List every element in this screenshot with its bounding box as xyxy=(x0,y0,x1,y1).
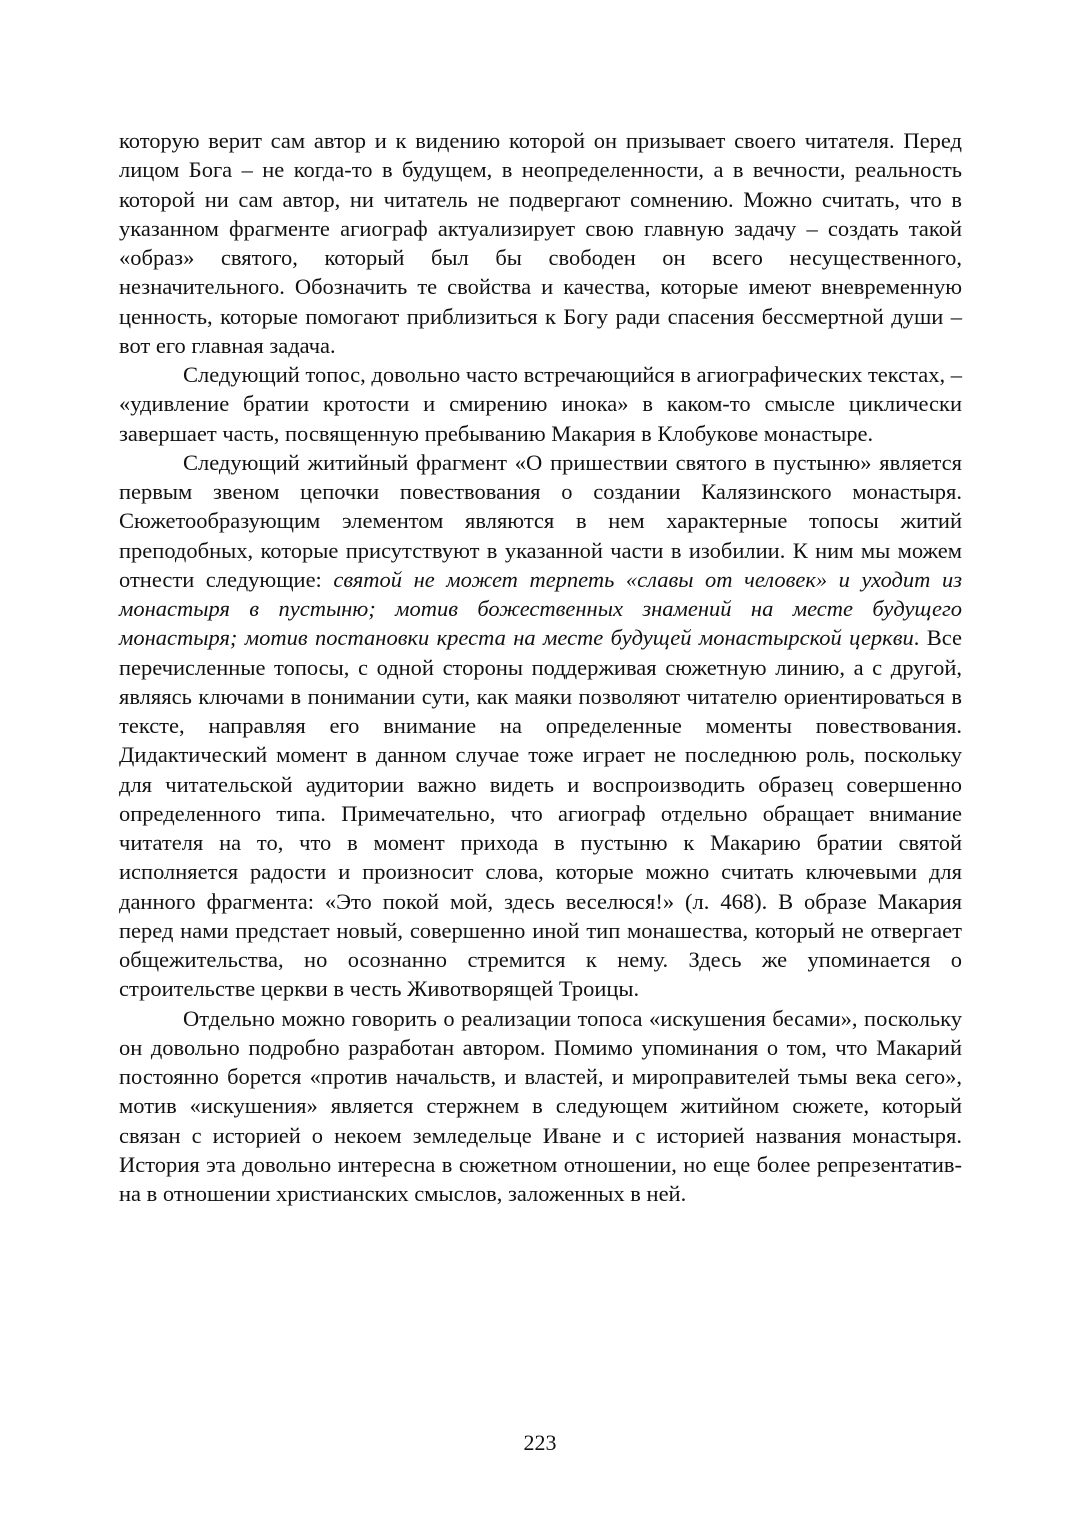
paragraph-3-text-start: Следующий житийный фрагмент «О пришествии святого в пустыню» является первым звеном цепочки повествования о создании Калязинского монастыря. Сюжетообразующим элементом являются в нем характерные топосы житий преподобных, которые присутствуют в указанной части в изобилии. К ним мы можем отнести следующие: xyxy=(119,449,962,592)
paragraph-3-italic-topoi: святой не может терпеть «славы от человек» и уходит из монастыря в пустыню; мотив божественных знамений на месте будущего монастыря; мотив постановки креста на месте будущей монастырской церкви xyxy=(119,566,962,651)
page-number: 223 xyxy=(523,1430,557,1455)
paragraph-4-text: Отдельно можно говорить о реализации топоса «искушения бесами», поскольку он довольно подробно разработан автором. Помимо упоминания о том, что Макарий постоянно борется «против начальств, и властей, и мироправителей тьмы века сего», мотив «искушения» является стержнем в следующем житийном сюжете, который связан с историей о некоем земледельце Иване и с историей названия монастыря. История эта довольно интересна в сюжетном отношении, но еще более репрезентативна в отношении христианских смыслов, заложенных в ней. xyxy=(119,1005,962,1206)
paragraph-1 xyxy=(119,126,962,360)
page-body xyxy=(119,126,962,1208)
paragraph-3-text-end: . Все перечисленные топосы, с одной стороны поддерживая сюжетную линию, а с другой, являясь ключами в понимании сути, как маяки позволяют читателю ориентироваться в тексте, направляя его внимание на определенные моменты повествования. Дидактический момент в данном случае тоже играет не последнюю роль, поскольку для читательской аудитории важно видеть и воспроизводить образец совершенно определенного типа. Примечательно, что агиограф отдельно обращает внимание читателя на то, что в момент прихода в пустыню к Макарию братии святой исполняется радости и произносит слова, которые можно считать ключевыми для данного фрагмента: «Это покой мой, здесь веселюся!» (л. 468). В образе Макария перед нами предстает новый, совершенно иной тип монашества, который не отвергает общежительства, но осознанно стремится к нему. Здесь же упоминается о строительстве церкви в честь Животворящей Троицы. xyxy=(119,625,962,1002)
paragraph-2 xyxy=(119,360,962,448)
paragraph-1-text: которую верит сам автор и к видению которой он призывает своего читателя. Перед лицом Бога – не когда-то в будущем, в неопределенности, а в вечности, реальность которой ни сам автор, ни читатель не подвергают сомнению. Можно считать, что в указанном фрагменте агиограф актуализирует свою главную задачу – создать такой «образ» святого, который был бы свободен он всего несущественного, незначительного. Обозначить те свойства и качества, которые имеют вневременную ценность, которые помогают приблизиться к Богу ради спасения бессмертной души – вот его главная задача. xyxy=(119,128,962,358)
paragraph-3 xyxy=(119,448,962,1004)
paragraph-4 xyxy=(119,1004,962,1209)
paragraph-2-text: Следующий топос, довольно часто встречающийся в агиографических текстах, – «удивление братии кротости и смирению инока» в каком-то смысле циклически завершает часть, посвященную пребыванию Макария в Клобукове монастыре. xyxy=(119,362,962,446)
